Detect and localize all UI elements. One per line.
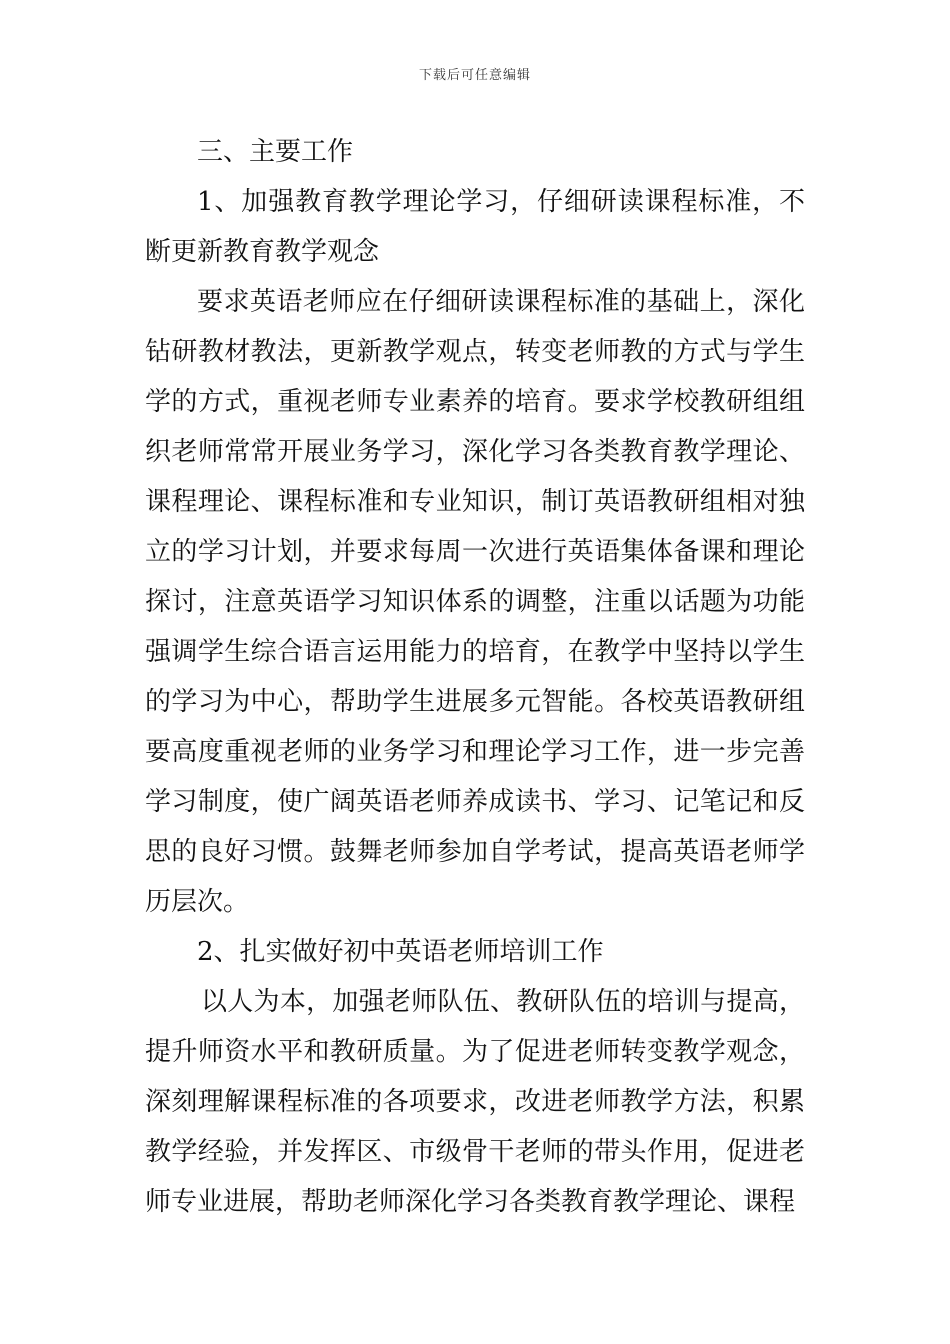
item2-title: 2、扎实做好初中英语老师培训工作 [197,937,604,967]
document-body [145,127,805,1227]
section-title: 三、主要工作 [197,137,354,167]
item1-paragraph: 要求英语老师应在仔细研读课程标准的基础上，深化钻研教材教法，更新教学观点，转变老师教的方式与学生学的方式，重视老师专业素养的培育。要求学校教研组组织老师常常开展业务学习，深化学习各类教育教学理论、课程理论、课程标准和专业知识，制订英语教研组相对独立的学习计划，并要求每周一次进行英语集体备课和理论探讨，注意英语学习知识体系的调整，注重以话题为功能强调学生综合语言运用能力的培育，在教学中坚持以学生的学习为中心，帮助学生进展多元智能。各校英语教研组要高度重视老师的业务学习和理论学习工作，进一步完善学习制度，使广阔英语老师养成读书、学习、记笔记和反思的良好习惯。鼓舞老师参加自学考试，提高英语老师学历层次。 [145,287,805,917]
item2-paragraph: 以人为本，加强老师队伍、教研队伍的培训与提高，提升师资水平和教研质量。为了促进老师转变教学观念，深刻理解课程标准的各项要求，改进老师教学方法，积累教学经验，并发挥区、市级骨干老师的带头作用，促进老师专业进展，帮助老师深化学习各类教育教学理论、课程 [145,987,805,1217]
item1-title: 1、加强教育教学理论学习，仔细研读课程标准，不断更新教育教学观念 [145,187,805,267]
page-header-note: 下载后可任意编辑 [418,68,531,83]
